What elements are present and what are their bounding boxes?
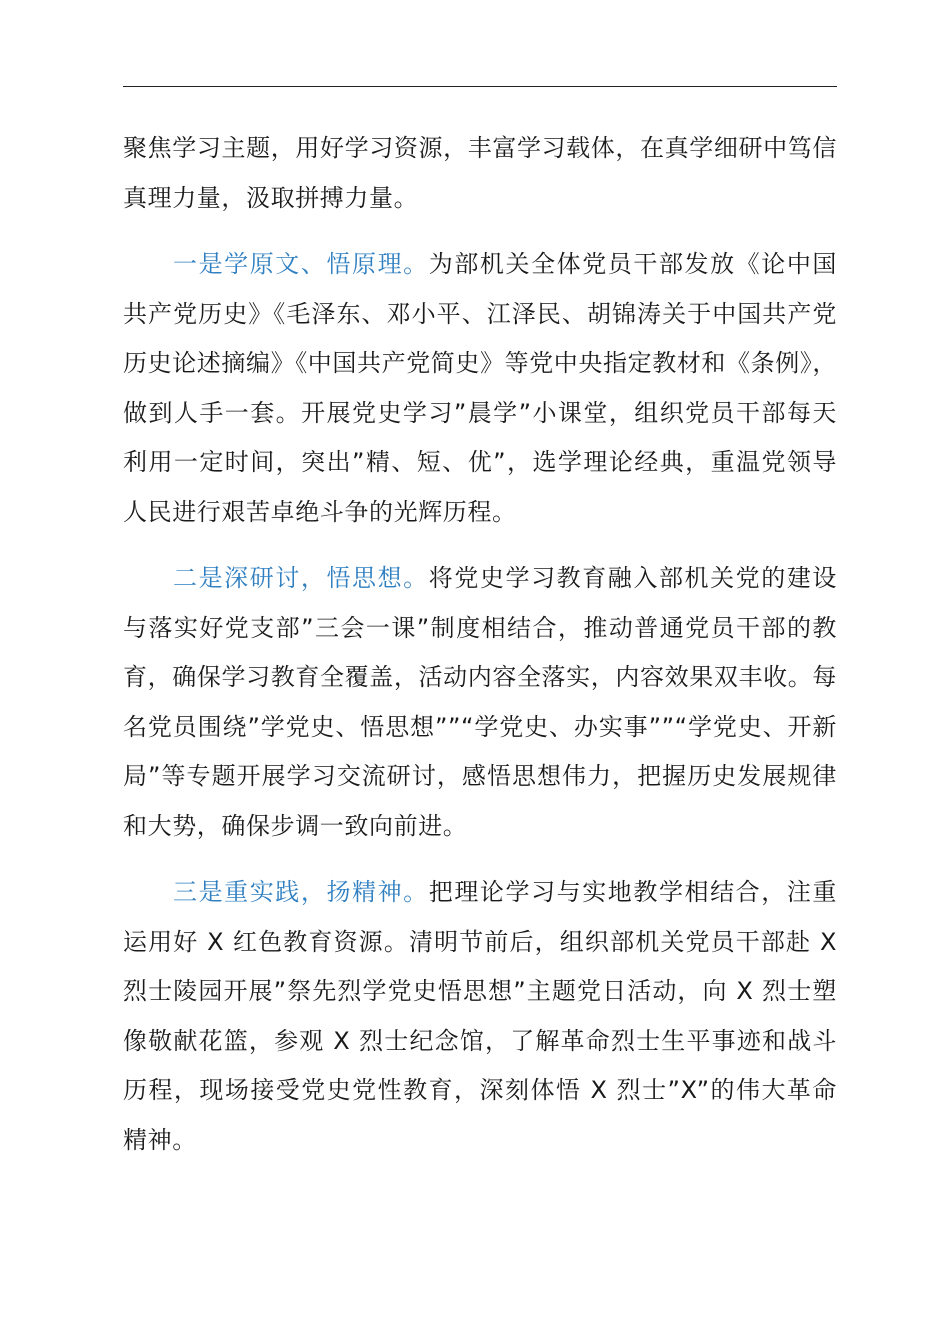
paragraph-practice (123, 868, 837, 1165)
paragraph-heading: 三是重实践，扬精神。 (173, 878, 429, 906)
paragraph-heading: 二是深研讨，悟思想。 (173, 564, 429, 592)
paragraph-deep-discussion (123, 554, 837, 851)
header-rule (123, 86, 837, 87)
paragraph-body: 将党史学习教育融入部机关党的建设与落实好党支部”三会一课”制度相结合，推动普通党员干部的教育，确保学习教育全覆盖，活动内容全落实，内容效果双丰收。每名党员围绕”学党史、悟思想””“学党史、办实事””“学党史、开新局”等专题开展学习交流研讨，感悟思想伟力，把握历史发展规律和大势，确保步调一致向前进。 (123, 564, 837, 840)
paragraph-body: 聚焦学习主题，用好学习资源，丰富学习载体，在真学细研中笃信真理力量，汲取拼搏力量。 (123, 134, 837, 212)
paragraph-body: 把理论学习与实地教学相结合，注重运用好 X 红色教育资源。清明节前后，组织部机关党员干部赴 X 烈士陵园开展”祭先烈学党史悟思想”主题党日活动，向 X 烈士塑像敬献花篮，参观 X 烈士纪念馆，了解革命烈士生平事迹和战斗历程，现场接受党史党性教育，深刻体悟 X 烈士”X”的伟大革命精神。 (123, 878, 837, 1154)
paragraph-study-original-text (123, 240, 837, 537)
document-body (123, 124, 837, 1165)
paragraph-body: 为部机关全体党员干部发放《论中国共产党历史》《毛泽东、邓小平、江泽民、胡锦涛关于中国共产党历史论述摘编》《中国共产党简史》等党中央指定教材和《条例》，做到人手一套。开展党史学习”晨学”小课堂，组织党员干部每天利用一定时间，突出”精、短、优”，选学理论经典，重温党领导人民进行艰苦卓绝斗争的光辉历程。 (123, 250, 837, 526)
paragraph-continuation (123, 124, 837, 223)
paragraph-heading: 一是学原文、悟原理。 (173, 250, 429, 278)
